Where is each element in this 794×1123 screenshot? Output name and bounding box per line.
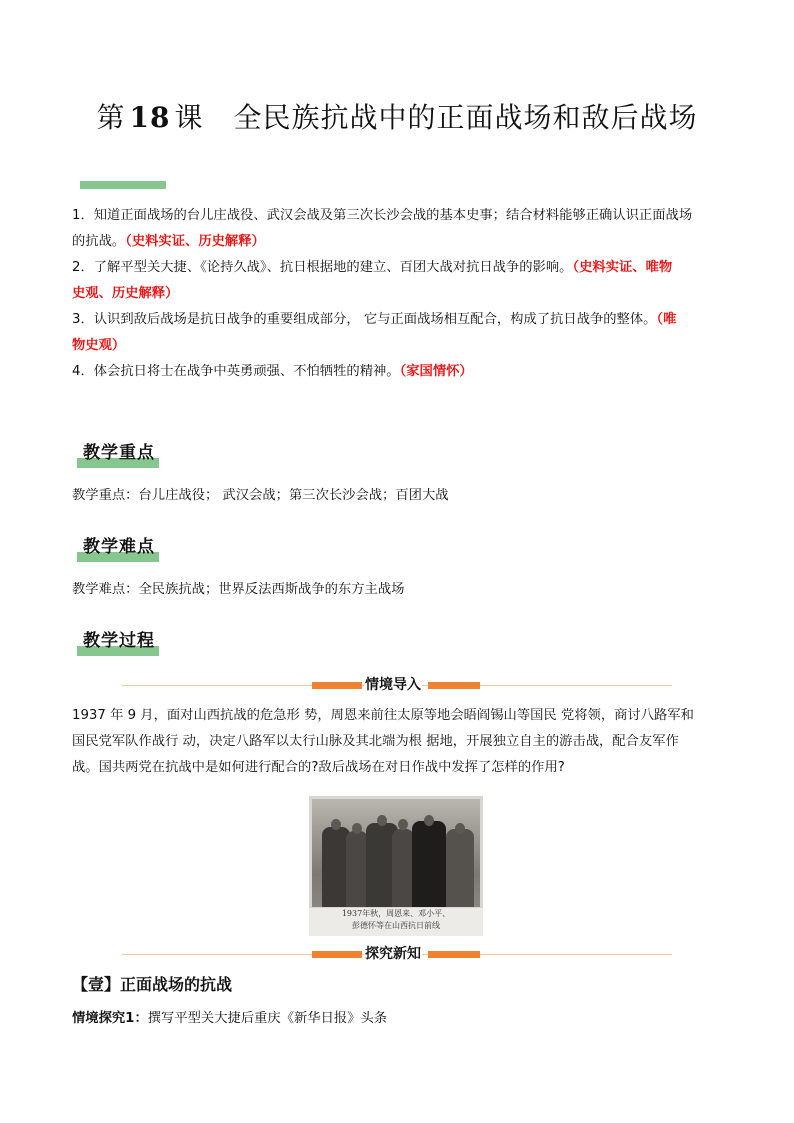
separator-bar-right	[428, 951, 480, 958]
photo-caption	[309, 908, 483, 936]
separator-label: 探究新知	[365, 946, 421, 962]
historical-photo	[309, 796, 483, 936]
section-heading: 教学重点	[83, 443, 155, 463]
page-title	[0, 98, 794, 138]
section-key-points	[77, 442, 159, 468]
section-difficulties	[77, 536, 159, 562]
intro-line: 国民党军队作战行 动，决定八路军以太行山脉及其北端为根 据地，开展独立自主的游击战，配合友军作	[72, 734, 679, 749]
objective-1-text: 的抗战。	[72, 234, 126, 249]
objective-1-tag: （史料实证、历史解释）	[125, 234, 265, 249]
objectives-list	[72, 203, 732, 385]
lesson-prefix: 第	[96, 101, 126, 134]
separator-explore	[122, 945, 672, 965]
situation-text: 撰写平型关大捷后重庆《新华日报》头条	[147, 1011, 388, 1026]
section-heading: 教学过程	[83, 631, 155, 651]
section-process	[77, 630, 159, 656]
photo-caption-line: 1937年秋，周恩来、邓小平、	[341, 909, 451, 918]
lesson-suffix: 课	[174, 101, 204, 134]
objective-1-line-1: 1．知道正面战场的台儿庄战役、武汉会战及第三次长沙会战的基本史事；结合材料能够正确认识正面战场	[72, 208, 693, 223]
objective-4-text: 4．体会抗日将士在战争中英勇顽强、不怕牺牲的精神。	[72, 364, 400, 379]
objectives-accent-bar	[80, 181, 166, 189]
lesson-name: 全民族抗战中的正面战场和敌后战场	[233, 101, 698, 134]
part-heading: 【壹】正面战场的抗战	[72, 975, 233, 994]
separator-intro	[122, 676, 672, 696]
objective-3-tag: （唯	[656, 312, 677, 327]
intro-line: 战。国共两党在抗战中是如何进行配合的?敌后战场在对日作战中发挥了怎样的作用?	[72, 760, 565, 775]
separator-bar-left	[312, 682, 362, 689]
objective-3-line-2: 物史观）	[72, 338, 126, 353]
situation-label: 情境探究1：	[72, 1011, 148, 1026]
lesson-number: 18	[129, 101, 171, 134]
objective-3-text: 3．认识到敌后战场是抗日战争的重要组成部分， 它与正面战场相互配合，构成了抗日战争的整体。	[72, 312, 657, 327]
situation-exploration	[72, 1008, 387, 1030]
objective-3-line-1	[72, 307, 732, 333]
objective-2-text: 2．了解平型关大捷、《论持久战》、抗日根据地的建立、百团大战对抗日战争的影响。	[72, 260, 573, 275]
photo-caption-line: 彭德怀等在山西抗日前线	[352, 921, 440, 930]
separator-bar-right	[428, 682, 480, 689]
objective-2-line-2: 史观、历史解释）	[72, 286, 179, 301]
objective-2-tag: （史料实证、唯物	[572, 260, 673, 275]
objective-1-line-2	[72, 229, 732, 255]
difficulties-content: 教学难点：全民族抗战；世界反法西斯战争的东方主战场	[72, 582, 405, 597]
section-heading: 教学难点	[83, 537, 155, 557]
key-points-content: 教学重点：台儿庄战役； 武汉会战；第三次长沙会战；百团大战	[72, 488, 449, 503]
objective-4-tag: （家国情怀）	[399, 364, 473, 379]
intro-paragraph	[72, 703, 732, 781]
separator-label: 情境导入	[365, 677, 421, 693]
separator-bar-left	[312, 951, 362, 958]
intro-line: 1937 年 9 月，面对山西抗战的危急形 势，周恩来前往太原等地会晤阎锡山等国民 党将领，商讨八路军和	[72, 708, 694, 723]
objective-2-line-1	[72, 255, 732, 281]
photo-scene	[312, 799, 480, 907]
objective-4-line-1	[72, 359, 732, 385]
